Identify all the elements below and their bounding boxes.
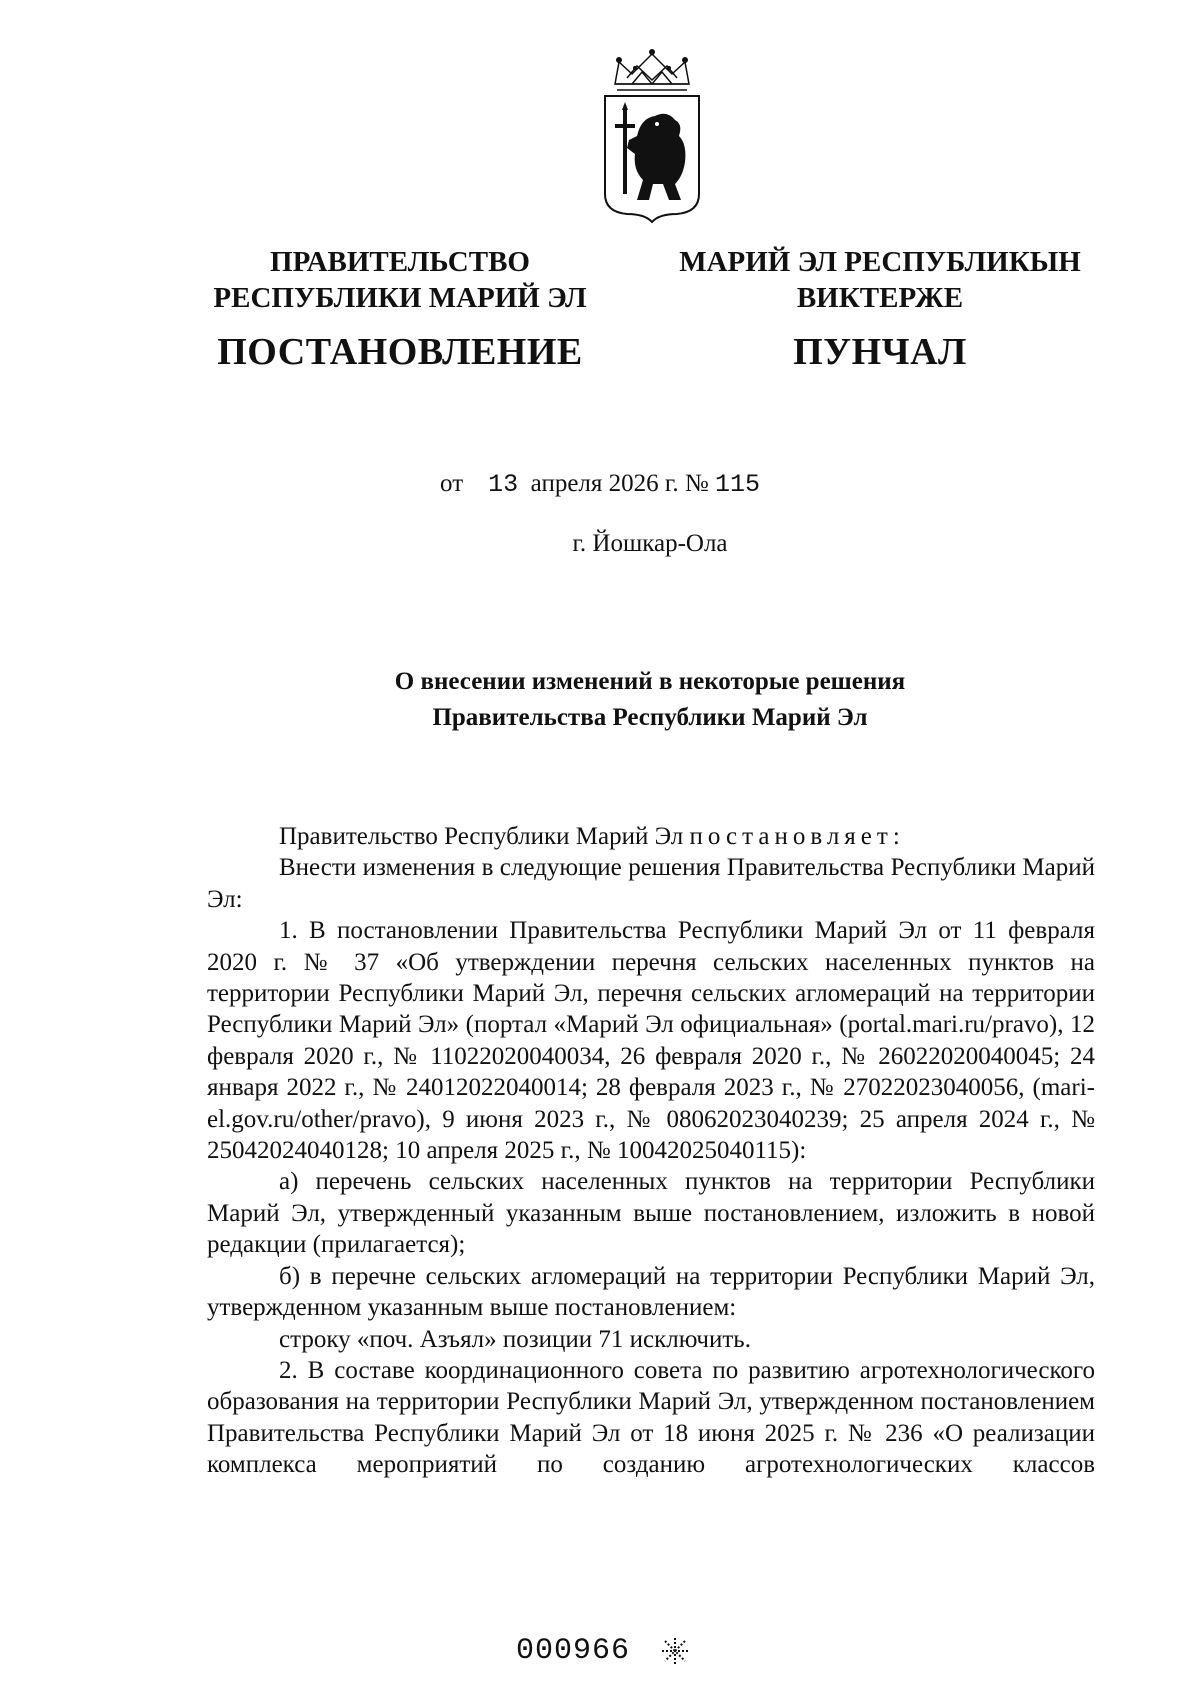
header-right: [655, 244, 1105, 316]
asterisk-stamp-icon: [660, 1636, 690, 1666]
paragraph-item-1: 1. В постановлении Правительства Республики Марий Эл от 11 февраля 2020 г. № 37 «Об утверждении перечня сельских населенных пунктов на территории Республики Марий Эл, перечня сельских агломераций на территории Республики Марий Эл» (портал «Марий Эл официальная» (portal.mari.ru/pravo), 12 февраля 2020 г., № 11022020040034, 26 февраля 2020 г., № 26022020040045; 24 января 2022 г., № 24012022040014; 28 февраля 2023 г., № 27022023040056, (mari-el.gov.ru/other/pravo), 9 июня 2023 г., № 08062023040239; 25 апреля 2024 г., № 25042024040128; 10 апреля 2025 г., № 10042025040115):: [207, 917, 1095, 1165]
paragraph-item-1a: а) перечень сельских населенных пунктов на территории Республики Марий Эл, утвержденный указанным выше постановлением, изложить в новой редакции (прилагается);: [207, 1168, 1095, 1259]
preamble-verb: постановляет:: [689, 823, 905, 850]
header-left-line1: ПРАВИТЕЛЬСТВО: [270, 246, 530, 278]
doc-type-mari: ПУНЧАЛ: [793, 331, 967, 373]
header-right-line1: МАРИЙ ЭЛ РЕСПУБЛИКЫН: [679, 246, 1081, 278]
city: г. Йошкар-Ола: [572, 530, 728, 557]
header-right-line2: ВИКТЕРЖЕ: [796, 282, 964, 314]
date-line: [0, 470, 1200, 499]
serial-number: 000966: [516, 1634, 631, 1668]
paragraph-item-2: 2. В составе координационного совета по развитию агротехнологического образования на территории Республики Марий Эл, утвержденном постановлением Правительства Республики Марий Эл от 18 июня 2025 г. № 236 «О реализации комплекса мероприятий по созданию агротехнологических классов: [207, 1356, 1095, 1479]
paragraph-preamble: [207, 821, 1095, 852]
doc-number: 115: [714, 470, 760, 499]
date-month-year: апреля 2026 г. №: [530, 470, 709, 497]
header-left: [200, 244, 600, 316]
header-left-line2: РЕСПУБЛИКИ МАРИЙ ЭЛ: [213, 282, 587, 314]
paragraph-item-1b: б) в перечне сельских агломераций на территории Республики Марий Эл, утвержденном указанным выше постановлением:: [207, 1262, 1095, 1322]
paragraph-item-1b-line: строку «поч. Азъял» позиции 71 исключить.: [279, 1325, 751, 1353]
title-line2: Правительства Республики Марий Эл: [432, 704, 868, 731]
title-line1: О внесении изменений в некоторые решения: [394, 668, 906, 695]
document-body: [207, 821, 1095, 1481]
document-title: [0, 664, 1200, 736]
date-prefix: от: [440, 470, 464, 497]
paragraph-intro: Внести изменения в следующие решения Правительства Республики Марий Эл:: [207, 854, 1095, 913]
preamble-text: Правительство Республики Марий Эл: [279, 823, 690, 850]
date-day: 13: [488, 470, 519, 499]
doc-type-russian: ПОСТАНОВЛЕНИЕ: [217, 331, 583, 373]
coat-of-arms-icon: [597, 44, 707, 224]
